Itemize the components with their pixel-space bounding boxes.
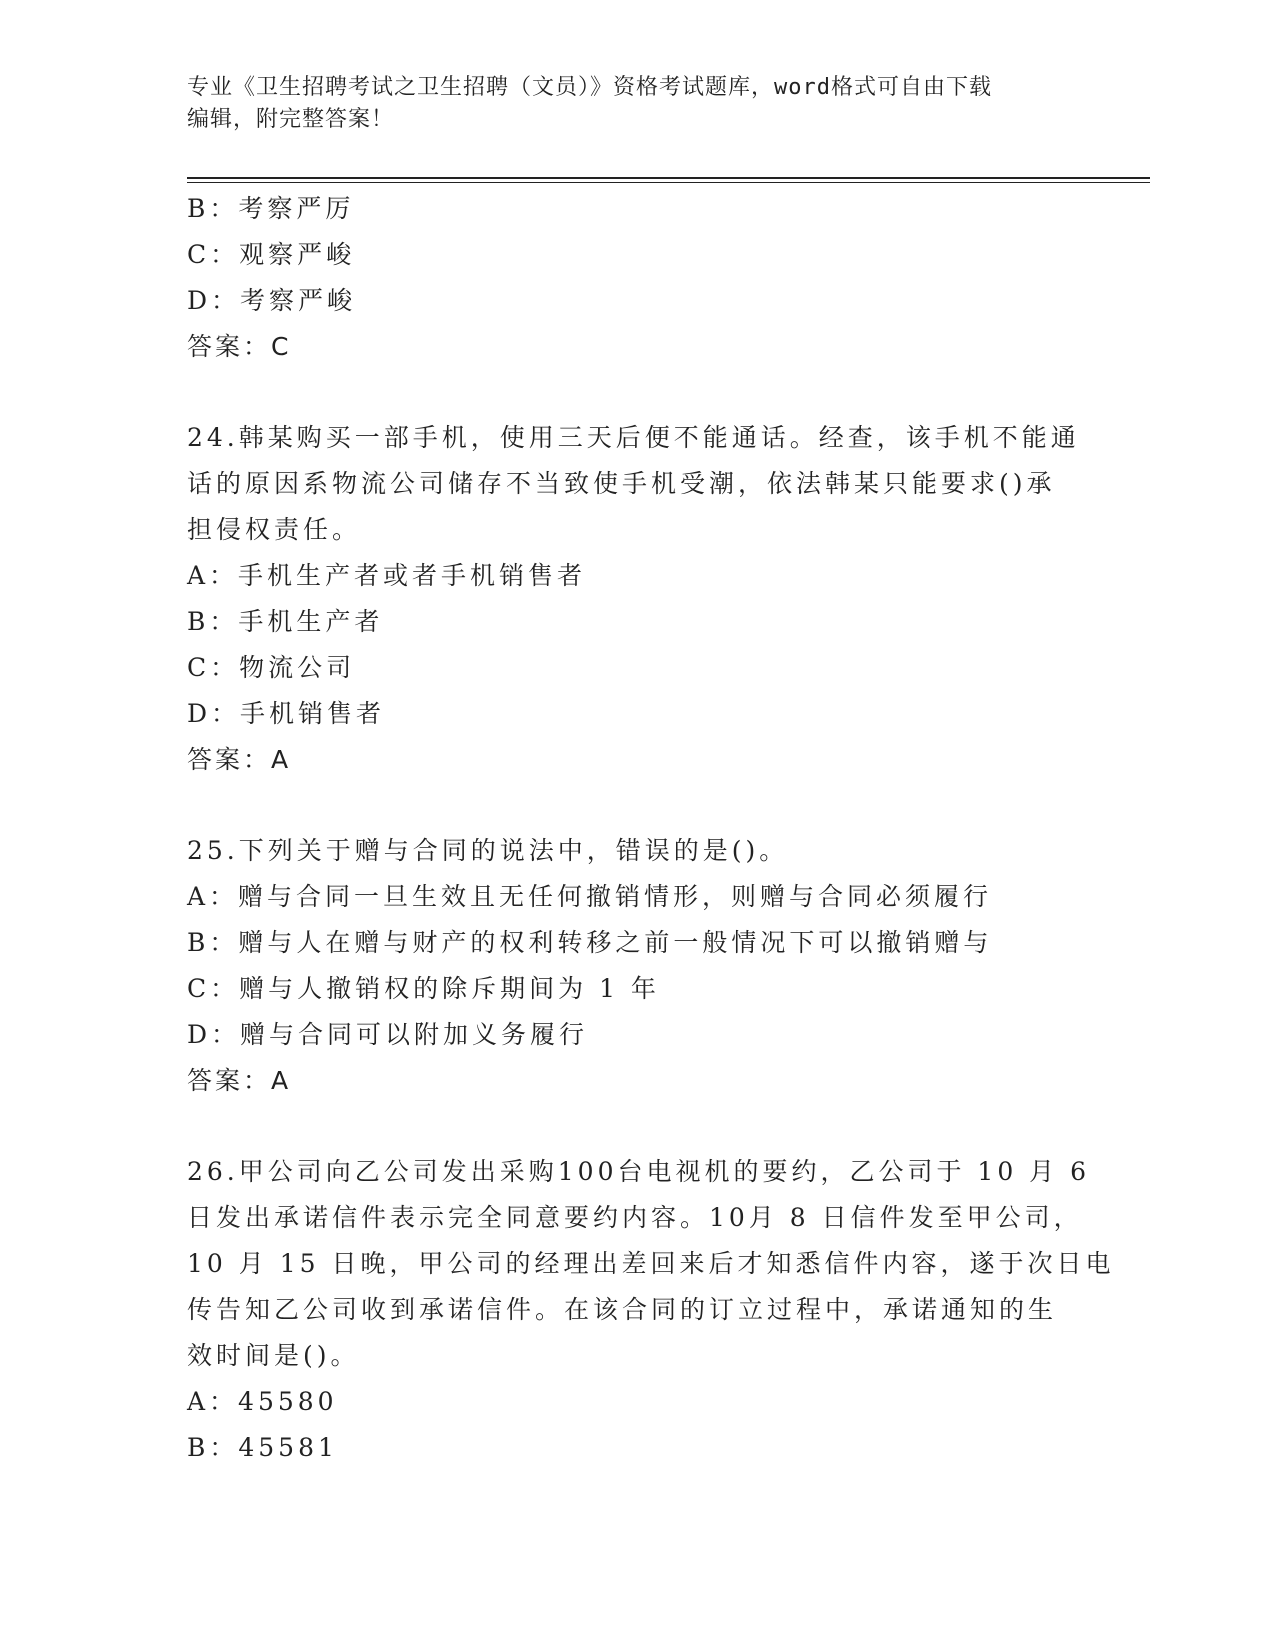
option-c: C：物流公司 — [187, 653, 356, 682]
option-b: B：45581 — [187, 1433, 338, 1462]
option-d: D：手机销售者 — [187, 699, 386, 728]
question-stem-line: 传告知乙公司收到承诺信件。在该合同的订立过程中，承诺通知的生 — [187, 1295, 1058, 1324]
question-26 — [187, 1149, 1115, 1471]
question-24 — [187, 415, 1087, 783]
question-23-partial — [187, 186, 1087, 370]
answer-line: 答案：A — [187, 745, 292, 774]
header-divider-thin — [187, 182, 1150, 183]
question-stem-line: 日发出承诺信件表示完全同意要约内容。10月 8 日信件发至甲公司， — [187, 1203, 1083, 1232]
option-a: A：赠与合同一旦生效且无任何撤销情形，则赠与合同必须履行 — [187, 882, 993, 911]
question-spacer — [187, 370, 1087, 415]
header-text-line-2: 编辑，附完整答案！ — [187, 107, 395, 132]
question-stem-line: 26.甲公司向乙公司发出采购100台电视机的要约，乙公司于 10 月 6 — [187, 1157, 1091, 1186]
option-b: B：赠与人在赠与财产的权利转移之前一般情况下可以撤销赠与 — [187, 928, 993, 957]
question-spacer — [187, 1104, 1087, 1149]
option-d: D：赠与合同可以附加义务履行 — [187, 1020, 589, 1049]
question-stem-line: 担侵权责任。 — [187, 515, 362, 544]
document-header — [187, 72, 1087, 136]
option-a: A：45580 — [187, 1387, 338, 1416]
question-25 — [187, 828, 1087, 1104]
question-stem-line: 效时间是()。 — [187, 1341, 360, 1370]
option-b: B：考察严厉 — [187, 194, 355, 223]
question-content — [187, 186, 1115, 1471]
header-text-line-1: 专业《卫生招聘考试之卫生招聘（文员）》资格考试题库，word格式可自由下载 — [187, 75, 992, 100]
option-a: A：手机生产者或者手机销售者 — [187, 561, 587, 590]
question-spacer — [187, 783, 1087, 828]
answer-line: 答案：C — [187, 332, 292, 361]
option-d: D：考察严峻 — [187, 286, 357, 315]
question-stem-line: 25.下列关于赠与合同的说法中，错误的是()。 — [187, 836, 789, 865]
question-stem-line: 话的原因系物流公司储存不当致使手机受潮，依法韩某只能要求()承 — [187, 469, 1056, 498]
question-stem-line: 10 月 15 日晚，甲公司的经理出差回来后才知悉信件内容，遂于次日电 — [187, 1249, 1115, 1278]
answer-line: 答案：A — [187, 1066, 292, 1095]
option-c: C：赠与人撤销权的除斥期间为 1 年 — [187, 974, 660, 1003]
question-stem-line: 24.韩某购买一部手机，使用三天后便不能通话。经查，该手机不能通 — [187, 423, 1080, 452]
option-b: B：手机生产者 — [187, 607, 384, 636]
header-divider-thick — [187, 177, 1150, 179]
option-c: C：观察严峻 — [187, 240, 356, 269]
